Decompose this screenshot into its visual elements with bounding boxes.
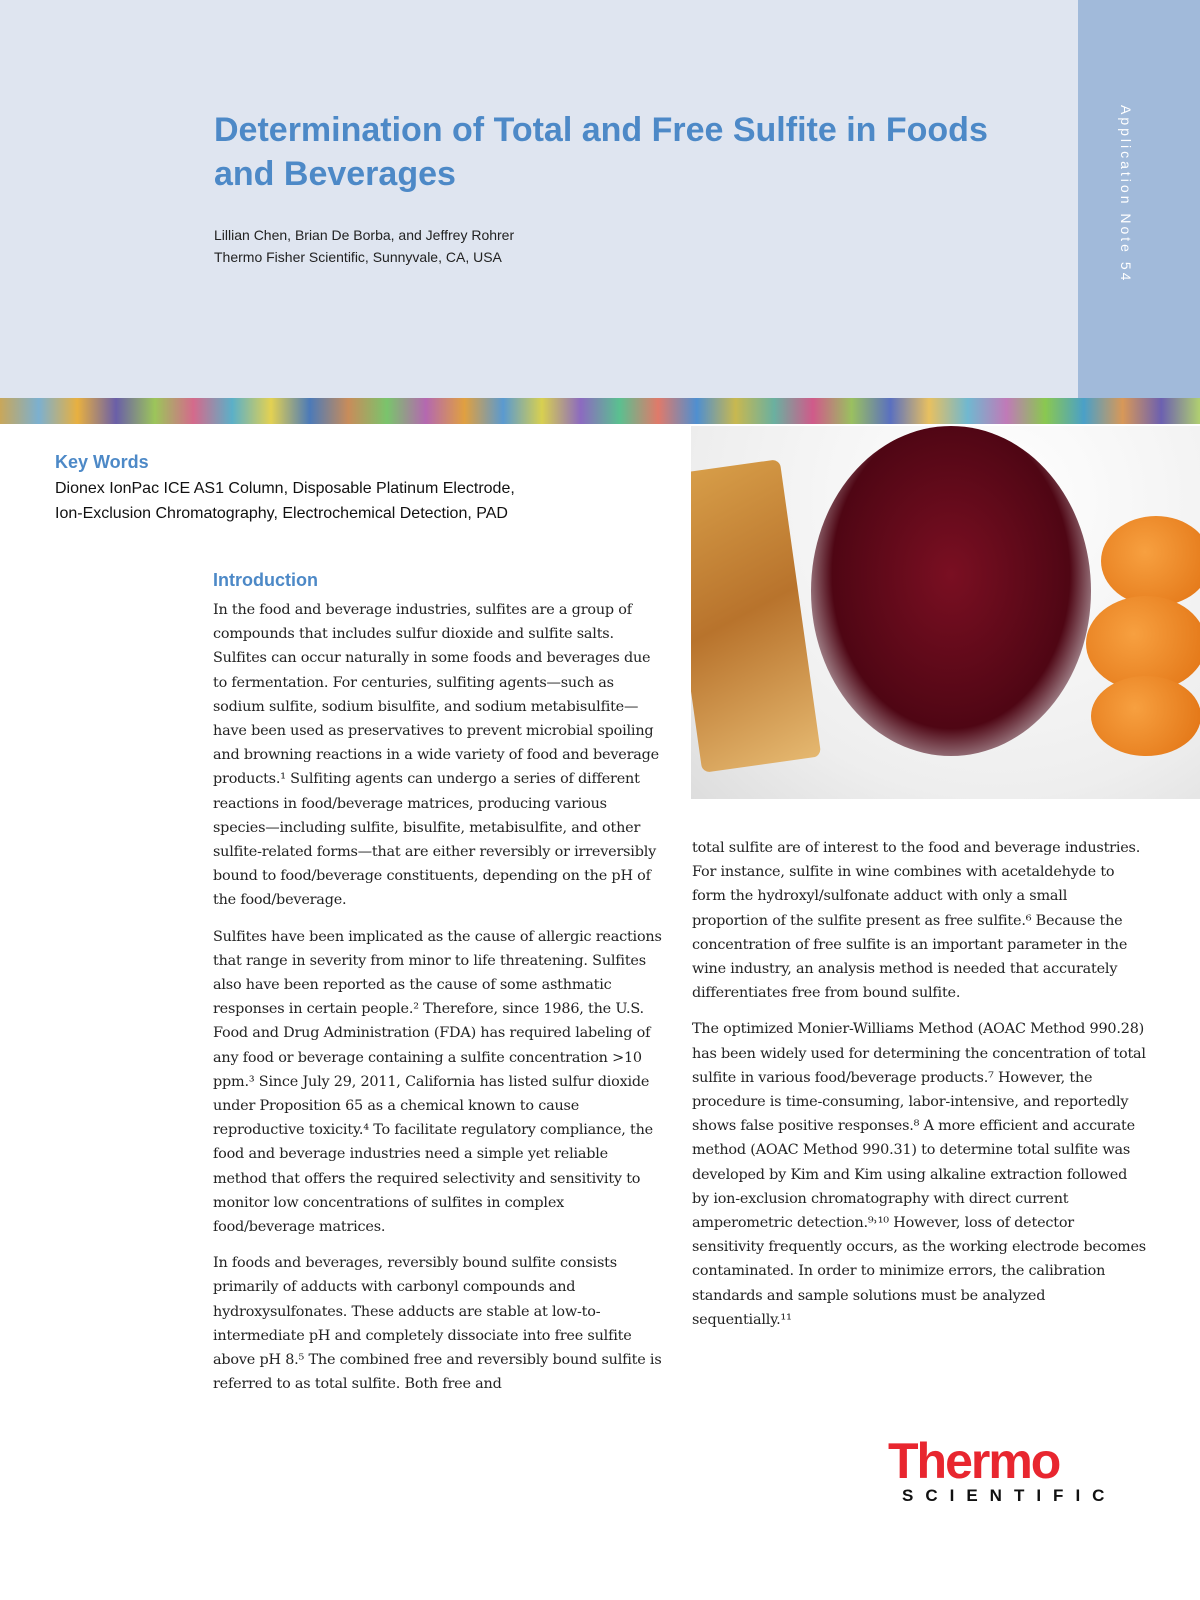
- apricot: [1101, 516, 1200, 606]
- logo-brand: Thermo: [888, 1433, 1060, 1489]
- paragraph: In the food and beverage industries, sulfites are a group of compounds that includes sulfur dioxide and sulfite salts. Sulfites can occur naturally in some foods and beverages due to fermentation. For centuries, sulfiting agents—such as sodium sulfite, sodium bisulfite, and sodium metabisulfite—have been used as preservatives to prevent microbial spoiling and browning reactions in a wide variety of food and beverage products.¹ Sulfiting agents can undergo a series of different reactions in food/beverage matrices, producing various species—including sulfite, bisulfite, metabisulfite, and other sulfite-related forms—that are either reversibly or irreversibly bound to food/beverage constituents, depending on the pH of the food/beverage.: [213, 602, 659, 909]
- wine-glass: [811, 426, 1091, 756]
- header-band: [0, 0, 1078, 398]
- apricot: [1091, 676, 1200, 756]
- granola-bar: [691, 459, 821, 773]
- paragraph: In foods and beverages, reversibly bound sulfite consists primarily of adducts with carbonyl compounds and hydroxysulfonates. These adducts are stable at low-to-intermediate pH and completely dissociate into free sulfite above pH 8.⁵ The combined free and reversibly bound sulfite is referred to as total sulfite. Both free and: [213, 1255, 662, 1393]
- column-right: [692, 836, 1147, 1344]
- introduction-heading: Introduction: [213, 570, 318, 590]
- paragraph: The optimized Monier-Williams Method (AOAC Method 990.28) has been widely used for determining the concentration of total sulfite in various food/beverage products.⁷ However, the procedure is time-consuming, labor-intensive, and reportedly shows false positive responses.⁸ A more efficient and accurate method (AOAC Method 990.31) to determine total sulfite was developed by Kim and Kim using alkaline extraction followed by ion-exclusion chromatography with direct current amperometric detection.⁹˒¹⁰ However, loss of detector sensitivity frequently occurs, as the working electrode becomes contaminated. In order to minimize errors, the calibration standards and sample solutions must be analyzed sequentially.¹¹: [692, 1021, 1146, 1328]
- authors-block: [214, 224, 514, 268]
- keywords-line: Ion-Exclusion Chromatography, Electrochemical Detection, PAD: [55, 505, 508, 522]
- wine-photo: [691, 426, 1200, 799]
- paragraph: total sulfite are of interest to the food and beverage industries. For instance, sulfite in wine combines with acetaldehyde to form the hydroxyl/sulfonate adduct with only a small proportion of the sulfite present as free sulfite.⁶ Because the concentration of free sulfite is an important parameter in the wine industry, an analysis method is needed that accurately differentiates free from bound sulfite.: [692, 840, 1141, 1002]
- thermo-scientific-logo: [888, 1433, 1117, 1506]
- keywords-line: Dionex IonPac ICE AS1 Column, Disposable Platinum Electrode,: [55, 480, 515, 497]
- application-note-label: Application Note 54: [1118, 105, 1134, 284]
- page-title: Determination of Total and Free Sulfite in Foods and Beverages: [214, 111, 988, 193]
- color-band: [0, 398, 1200, 424]
- side-strip: [1078, 0, 1200, 398]
- keywords-heading: Key Words: [55, 452, 149, 472]
- authors: Lillian Chen, Brian De Borba, and Jeffrey Rohrer: [214, 227, 515, 243]
- logo-sub: SCIENTIFIC: [902, 1486, 1117, 1505]
- keywords: [55, 476, 515, 526]
- affiliation: Thermo Fisher Scientific, Sunnyvale, CA, USA: [214, 249, 502, 265]
- paragraph: Sulfites have been implicated as the cause of allergic reactions that range in severity from minor to life threatening. Sulfites also have been reported as the cause of some asthmatic responses in certain people.² Therefore, since 1986, the U.S. Food and Drug Administration (FDA) has required labeling of any food or beverage containing a sulfite concentration >10 ppm.³ Since July 29, 2011, California has listed sulfur dioxide under Proposition 65 as a chemical known to cause reproductive toxicity.⁴ To facilitate regulatory compliance, the food and beverage industries need a simple yet reliable method that offers the required selectivity and sensitivity to monitor low concentrations of sulfites in complex food/beverage matrices.: [213, 928, 662, 1236]
- column-left: [213, 598, 663, 1409]
